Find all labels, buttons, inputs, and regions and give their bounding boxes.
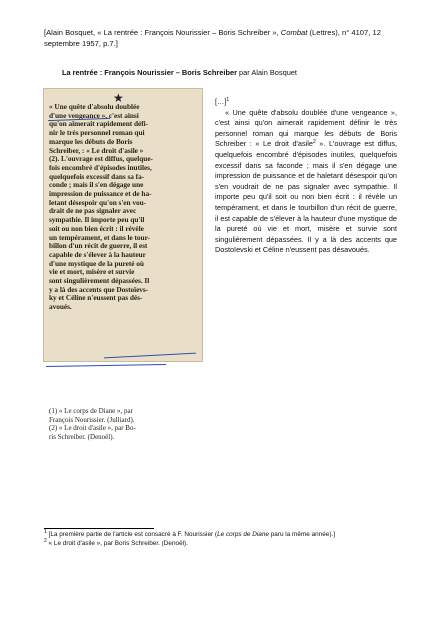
star-icon: ★ — [113, 91, 124, 105]
pen-underline — [46, 364, 166, 367]
newspaper-clipping — [43, 88, 203, 441]
footnotes — [44, 531, 404, 548]
citation-prefix: [Alain Bosquet, « La rentrée : François Nourissier – Boris Schreiber », — [44, 28, 281, 37]
article-title — [62, 68, 402, 78]
footnote-ref-1: 1 — [226, 97, 230, 103]
journal-name: Combat — [280, 28, 308, 37]
footnote-2: $^2$ « Le droit d'asile », par Boris Schreiber. (Denoël). — [44, 537, 188, 547]
citation-header — [44, 28, 404, 49]
footnote-ref-2: 2 — [312, 139, 316, 146]
citation-suffix: (Lettres), n° 4107, 12 septembre 1957, p.7.] — [44, 28, 381, 48]
transcription — [215, 97, 397, 256]
footnote-rule — [44, 528, 154, 529]
article-title-bold: La rentrée : François Nourissier – Boris Schreiber — [62, 68, 237, 77]
footnote-1: $^1$ [La première partie de l'article est consacré à F. Nourissier (Le corps de Diane paru la même année).] — [44, 529, 336, 538]
article-author: par Alain Bosquet — [236, 68, 297, 77]
pen-underline — [104, 353, 196, 359]
ellipsis-marker: […]$^1$ — [215, 97, 230, 106]
transcription-paragraph: « Une quête d'absolu doublée d'une vengeance », c'est ainsi qu'on aimerait rapidement définir le très personnel roman qui marque les débuts de Boris Schreiber : « Le droit d'asile$^2$ ». L'ouvrage est diffus, quelquefois encombré d'épisodes inutiles, quelquefois excessif dans sa faconde ; mais il s'en dégage une impression de puissance et de haletant désespoir qu'on s'en voudrait de ne pas signaler avec sympathie. Il importe peu qu'il soit ou non bien écrit : il révèle un tempérament, et dans le tourbillon d'un récit de guerre, il est capable de s'élever à la hauteur d'une mystique de la pureté où vie et mort, misère et survie sont singulièrement dépassées. Il y a là des accents que Dostoïevski et Céline n'eussent pas désavoués. — [215, 107, 397, 255]
clipping-text: « Une quête d'absolu doublée d'une vengeance », c'est ainsi qu'on aimerait rapidement défi- nir le très personnel roman qui marque les débuts de Boris Schreiber, : « Le droit d'asile » (2). L'ouvrage est diffus, quelque- fois encombré d'épisodes inutiles, quelquefois excessif dans sa fa- conde ; mais il s'en dégage une impression de puissance et de ha- letant désespoir qu'on s'en vou- drait de ne pas signaler avec sympathie. Il importe peu qu'il soit ou non bien écrit : il révèle un tempérament, et dans le tour- billon d'un récit de guerre, il est capable de s'élever à la hauteur d'une mystique de la pureté où vie et mort, misère et survie sont singulièrement dépassées. Il y a là des accents que Dostoïevs- ky et Céline n'eussent pas dés- avoués. — [49, 102, 153, 312]
clipping-notes: (1) « Le corps de Diane », par François Nourissier. (Julliard). (2) « Le droit d'asile », par Bo- ris Schreiber. (Denoël). — [49, 407, 136, 441]
